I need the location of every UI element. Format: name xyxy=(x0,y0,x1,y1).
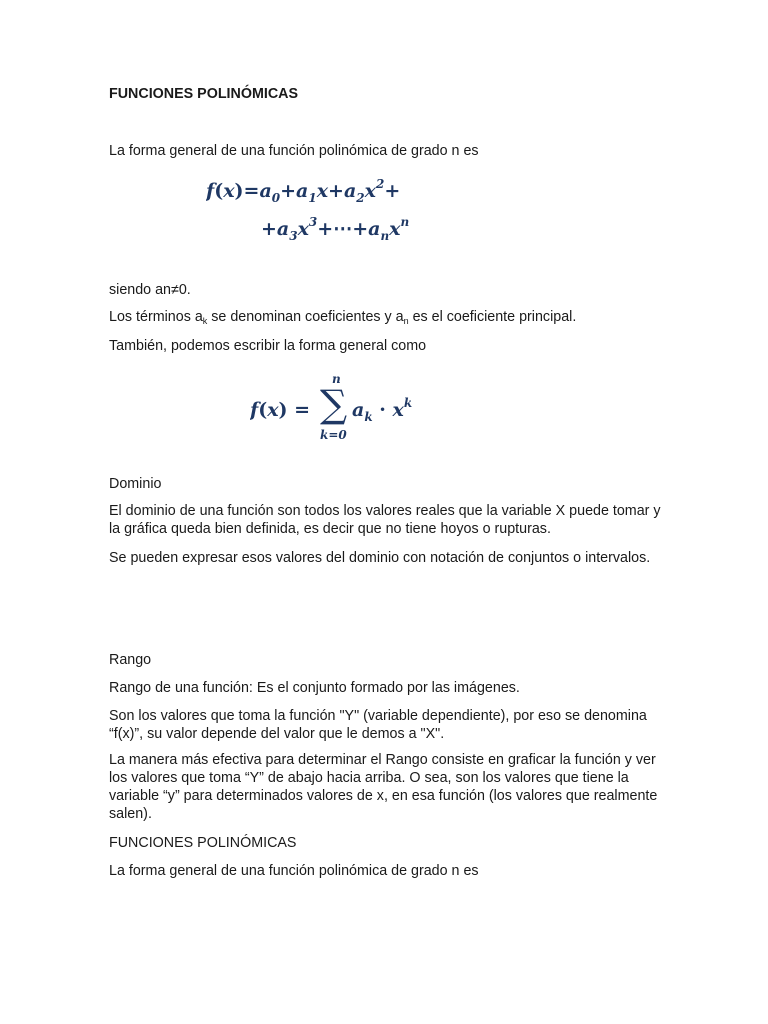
condition-text: siendo an≠0. xyxy=(109,282,191,298)
dominio-paragraph-1: El dominio de una función son todos los valores reales que la variable X puede tomar y la gráfica queda bien definida, es decir que no tiene hoyos o rupturas. xyxy=(109,503,661,537)
terms-text: Los términos $a_k$ se denominan coeficientes y $a_n$ es el coeficiente principal. xyxy=(109,309,577,326)
rango-heading: Rango xyxy=(109,652,152,668)
polynomial-equation-line-2: $+a_3x^3+\cdots+a_nx^n$ xyxy=(261,215,410,243)
section-heading-repeat: FUNCIONES POLINÓMICAS xyxy=(109,835,297,851)
dominio-paragraph-2: Se pueden expresar esos valores del dominio con notación de conjuntos o intervalos. xyxy=(109,550,651,566)
sigma-symbol: ∑ xyxy=(320,382,348,426)
page-title: FUNCIONES POLINÓMICAS xyxy=(109,86,299,102)
dominio-heading: Dominio xyxy=(109,476,162,492)
polynomial-equation-line-1: $f(x)=a_0+a_1x+a_2x^2+$ xyxy=(206,177,401,205)
rango-paragraph-1: Rango de una función: Es el conjunto formado por las imágenes. xyxy=(109,680,520,696)
intro-text: La forma general de una función polinómica de grado n es xyxy=(109,143,479,159)
also-text: También, podemos escribir la forma general como xyxy=(109,338,427,354)
outro-text: La forma general de una función polinómica de grado n es xyxy=(109,863,479,879)
summation-equation: f(x) = n ∑ k=0 $a_k \cdot x^k$ xyxy=(250,372,413,440)
rango-paragraph-3: La manera más efectiva para determinar el Rango consiste en graficar la función y ver los valores que toma “Y” de abajo hacia arriba. O sea, son los valores que tiene la variable “y” para determinados valores de x, en esa función (los valores que realmente salen). xyxy=(109,752,658,822)
rango-paragraph-2: Son los valores que toma la función "Y" (variable dependiente), por eso se denomina “f(x)”, su valor depende del valor que le demos a "X". xyxy=(109,708,647,742)
